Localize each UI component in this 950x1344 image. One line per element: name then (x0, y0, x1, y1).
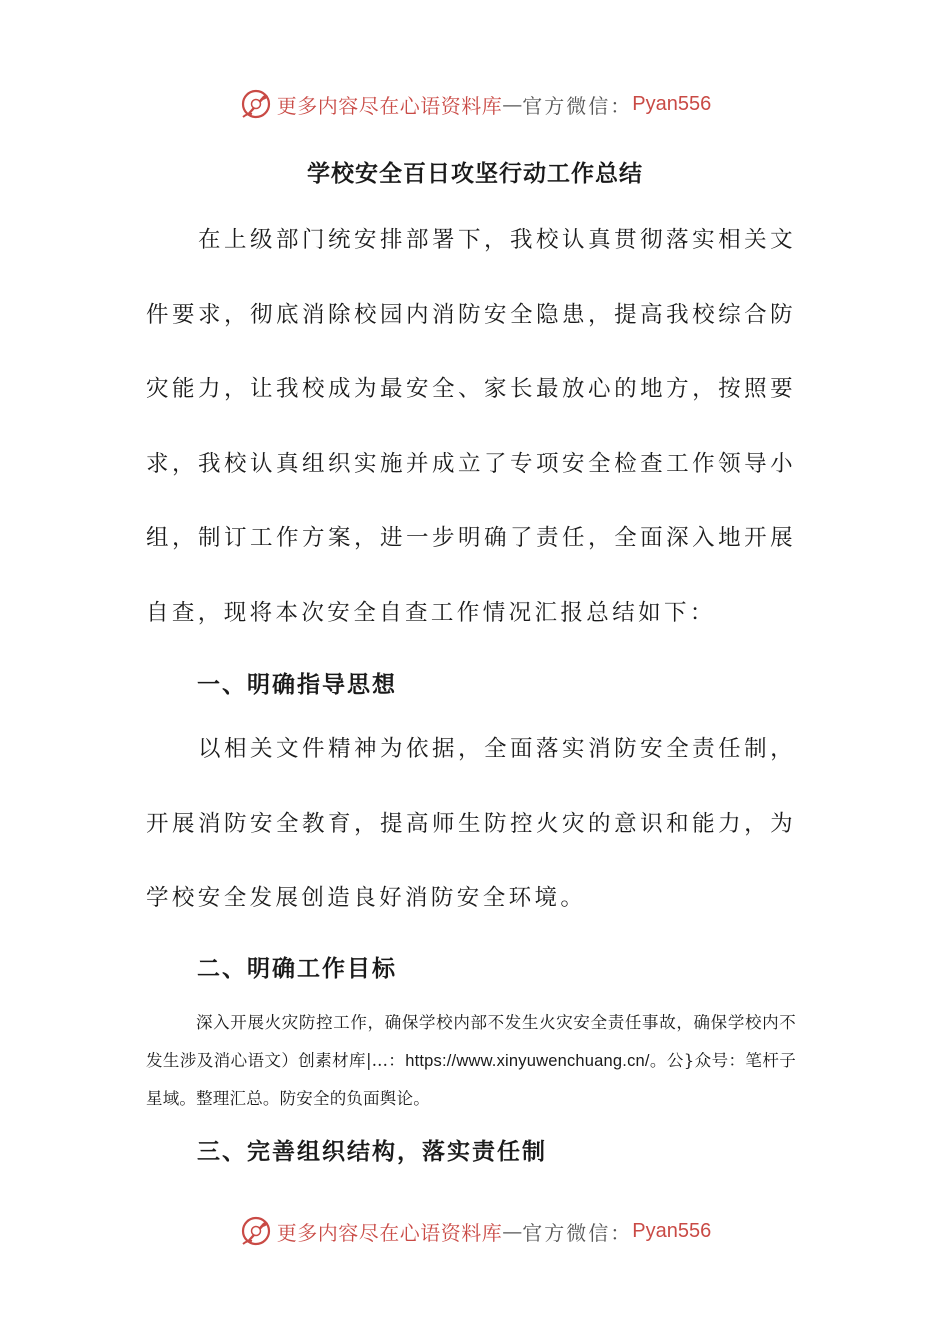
banner-wechat-id: Pyan556 (632, 1219, 712, 1242)
section-2-text-part1: 深入开展火灾防控工作，确保学校内部不发生火灾安全责任事故，确保学校内不发生涉及消心语文）创素材库|...： (146, 1013, 796, 1070)
banner-separator: — (502, 92, 523, 116)
header-banner (0, 82, 950, 126)
banner-wechat-label: 官方微信： (522, 1220, 633, 1245)
section-3-heading: 三、完善组织结构，落实责任制 (197, 1138, 547, 1165)
section-2-paragraph (146, 1004, 796, 1118)
banner-text: 更多内容尽在心语资料库 (276, 1220, 503, 1245)
section-2-text-part2: 。公}众号：笔杆子星域。整理汇总。防安全的负面舆论。 (146, 1050, 796, 1108)
section-2-url: https://www.xinyuwenchuang.cn/ (405, 1051, 650, 1070)
banner-separator: — (502, 1219, 523, 1243)
banner-wechat-id: Pyan556 (632, 92, 712, 115)
intro-paragraph: 在上级部门统安排部署下，我校认真贯彻落实相关文件要求，彻底消除校园内消防安全隐患，提高我校综合防灾能力，让我校成为最安全、家长最放心的地方，按照要求，我校认真组织实施并成立了专项安全检查工作领导小组，制订工作方案，进一步明确了责任，全面深入地开展自查，现将本次安全自查工作情况汇报总结如下： (146, 227, 796, 626)
footer-banner (0, 1209, 950, 1253)
section-2-heading: 二、明确工作目标 (197, 955, 397, 982)
section-1-paragraph: 以相关文件精神为依据，全面落实消防安全责任制，开展消防安全教育，提高师生防控火灾的意识和能力，为学校安全发展创造良好消防安全环境。 (146, 736, 796, 912)
banner-text: 更多内容尽在心语资料库 (276, 93, 503, 118)
document-title: 学校安全百日攻坚行动工作总结 (307, 160, 643, 187)
quill-pen-logo-icon (239, 87, 273, 121)
banner-wechat-label: 官方微信： (522, 93, 633, 118)
quill-pen-logo-icon (239, 1214, 273, 1248)
section-1-heading: 一、明确指导思想 (197, 671, 397, 698)
